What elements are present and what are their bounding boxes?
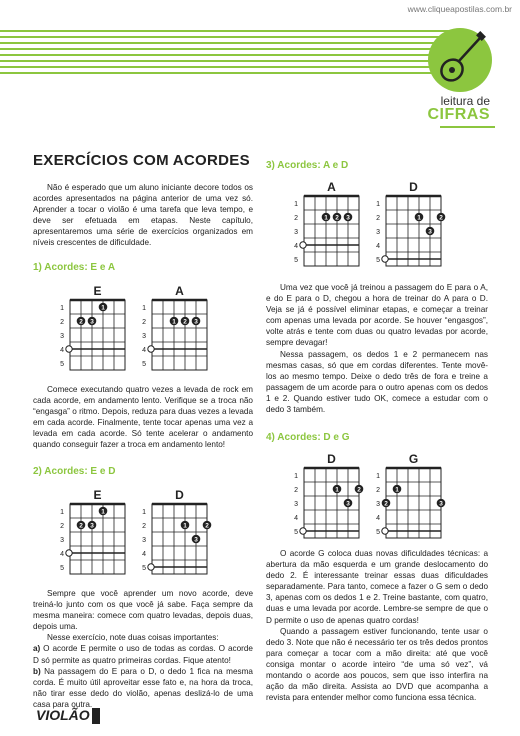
- finger-number: 1: [417, 214, 421, 222]
- section-title-3: 3) Acordes: A e D: [266, 160, 349, 171]
- fret-number: 3: [294, 229, 298, 236]
- header-stripe: [0, 60, 470, 62]
- fret-number: 5: [376, 257, 380, 264]
- fret-number: 2: [294, 215, 298, 222]
- guitar-icon: [428, 28, 492, 92]
- fret-number: 4: [376, 243, 380, 250]
- paragraph-2a: Sempre que você aprender um novo acorde, deve treiná-lo junto com os que você já sabe. Faça sempre da mesma maneira: comece com quatro levadas, depois duas, depois uma.: [33, 589, 253, 632]
- fret-number: 3: [376, 229, 380, 236]
- finger-number: 1: [395, 486, 399, 494]
- finger-number: 2: [357, 486, 361, 494]
- chord-name: E: [93, 284, 102, 298]
- section-title-4: 4) Acordes: D e G: [266, 432, 350, 443]
- finger-number: 2: [79, 522, 83, 530]
- fret-number: 4: [294, 515, 298, 522]
- chord-diagram: [290, 180, 370, 276]
- chord-name: D: [409, 180, 418, 194]
- fret-number: 3: [294, 501, 298, 508]
- chord-name: E: [93, 488, 102, 502]
- chord-name: D: [175, 488, 184, 502]
- paragraph-3a: Uma vez que você já treinou a passagem do E para o A, e do E para o D, chegou a hora de treinar do A para o D. Veja se já é possível eliminar etapas, e começar a treinar com apenas uma levada por acorde. Se houver “engasgos”, volte atrás e tente com duas ou quatro levadas por acorde, sempre devagar!: [266, 283, 488, 348]
- header-stripe: [0, 54, 470, 56]
- brand-underline: [440, 126, 495, 128]
- finger-number: 3: [194, 318, 198, 326]
- fret-number: 4: [142, 551, 146, 558]
- paragraph-2: [33, 588, 253, 710]
- fret-number: 4: [294, 243, 298, 250]
- fret-number: 1: [142, 509, 146, 516]
- finger-number: 2: [205, 522, 209, 530]
- paragraph-3: [266, 282, 488, 415]
- chord-svg: [290, 180, 370, 276]
- open-string-marker: [300, 528, 306, 534]
- item-a-text: O acorde E permite o uso de todas as cordas. O acorde D só permite as quatro primeiras cordas. Fique atento!: [33, 644, 253, 665]
- finger-number: 1: [101, 508, 105, 516]
- fret-number: 1: [376, 473, 380, 480]
- fretboard: [70, 504, 125, 574]
- finger-number: 2: [439, 214, 443, 222]
- finger-number: 3: [346, 500, 350, 508]
- header-stripe: [0, 66, 470, 68]
- open-string-marker: [148, 564, 154, 570]
- paragraph-3b: Nessa passagem, os dedos 1 e 2 permanecem nas mesmas casas, só que em cordas diferentes. Tente movê-los ao mesmo tempo. Deixe o dedo três de fora e treine a passagem de um acorde para o outro apenas com os dedos 1 e 2. Quando estiver tudo OK, comece a estudar com o dedo 3 também.: [266, 349, 488, 415]
- paragraph-1: Comece executando quatro vezes a levada de rock em cada acorde, em andamento lento. Verifique se a troca não “engasga” o ritmo. Depois, reduza para duas vezes a levada em cada acorde. Finalmente, tente tocar apenas uma vez a levada em cada acorde. Só tente acelerar o andamento quando conseguir fazer a troca em andamento lento!: [33, 385, 253, 450]
- fret-number: 2: [294, 487, 298, 494]
- fret-number: 5: [142, 565, 146, 572]
- chord-svg: [290, 452, 370, 548]
- header-stripe: [0, 48, 470, 50]
- fret-number: 1: [294, 201, 298, 208]
- fret-number: 5: [294, 529, 298, 536]
- fret-number: 5: [376, 529, 380, 536]
- finger-number: 1: [101, 304, 105, 312]
- open-string-marker: [148, 346, 154, 352]
- open-string-marker: [300, 242, 306, 248]
- fret-number: 2: [142, 319, 146, 326]
- logo-mark: [92, 708, 100, 724]
- chord-diagram: [290, 452, 370, 548]
- fret-number: 5: [60, 565, 64, 572]
- open-string-marker: [382, 256, 388, 262]
- chord-diagram: [138, 488, 218, 584]
- fretboard: [70, 300, 125, 370]
- fret-number: 2: [60, 523, 64, 530]
- finger-number: 1: [324, 214, 328, 222]
- fret-number: 2: [142, 523, 146, 530]
- header-stripe: [0, 30, 470, 32]
- header-stripe: [0, 42, 470, 44]
- fret-number: 5: [60, 361, 64, 368]
- chord-diagram: [56, 284, 136, 380]
- chord-diagram: [138, 284, 218, 380]
- fret-number: 3: [376, 501, 380, 508]
- open-string-marker: [66, 550, 72, 556]
- item-b-label: b): [33, 666, 41, 676]
- fret-number: 2: [60, 319, 64, 326]
- chord-diagram: [372, 452, 452, 548]
- paragraph-4b: Quando a passagem estiver funcionando, tente usar o dedo 3. Note que não é necessário ter os três dedos prontos para começar a tocar com a mão direita: até que você consiga montar o acorde inteiro “de uma só vez”, vá montando o acorde aos poucos, sem que isso interfira na ação da mão direita. Assista ao DVD que acompanha a revista para entender melhor como funciona essa técnica.: [266, 626, 488, 703]
- chord-svg: [56, 488, 136, 584]
- chord-name: G: [408, 452, 419, 466]
- fret-number: 5: [142, 361, 146, 368]
- fretboard: [304, 196, 359, 266]
- brand-title: CIFRAS: [427, 106, 490, 123]
- chord-name: D: [327, 452, 336, 466]
- fret-number: 1: [294, 473, 298, 480]
- chord-svg: [372, 180, 452, 276]
- fret-number: 1: [60, 305, 64, 312]
- finger-number: 1: [335, 486, 339, 494]
- finger-number: 2: [79, 318, 83, 326]
- section-title-2: 2) Acordes: E e D: [33, 466, 116, 477]
- brand-subtitle: leitura de: [440, 94, 490, 108]
- chord-name: A: [175, 284, 184, 298]
- header-stripe: [0, 36, 470, 38]
- guitar-badge: [428, 28, 492, 92]
- fret-number: 1: [376, 201, 380, 208]
- chord-diagram: [56, 488, 136, 584]
- fret-number: 4: [142, 347, 146, 354]
- fret-number: 2: [376, 215, 380, 222]
- item-b-text: Na passagem do E para o D, o dedo 1 fica na mesma corda. É muito útil aproveitar esse fato e, na hora da troca, não tirar esse dedo do violão, apenas deslizá-lo de uma casa para outra.: [33, 666, 253, 709]
- fret-number: 4: [376, 515, 380, 522]
- chord-svg: [56, 284, 136, 380]
- fret-number: 4: [60, 347, 64, 354]
- paragraph-4: [266, 548, 488, 703]
- finger-number: 3: [90, 318, 94, 326]
- fret-number: 3: [60, 537, 64, 544]
- item-b: [33, 666, 253, 710]
- finger-number: 1: [183, 522, 187, 530]
- fretboard: [386, 468, 441, 538]
- chord-svg: [372, 452, 452, 548]
- finger-number: 1: [172, 318, 176, 326]
- chord-svg: [138, 488, 218, 584]
- paragraph-2b: Nesse exercício, note duas coisas importantes:: [47, 633, 219, 643]
- finger-number: 2: [183, 318, 187, 326]
- finger-number: 3: [346, 214, 350, 222]
- fret-number: 2: [376, 487, 380, 494]
- item-a: [33, 643, 253, 665]
- fret-number: 3: [60, 333, 64, 340]
- item-a-label: a): [33, 644, 41, 654]
- finger-number: 2: [384, 500, 388, 508]
- chord-svg: [138, 284, 218, 380]
- fret-number: 5: [294, 257, 298, 264]
- header-stripe: [0, 72, 470, 74]
- finger-number: 3: [194, 536, 198, 544]
- fret-number: 3: [142, 333, 146, 340]
- fret-number: 1: [142, 305, 146, 312]
- paragraph-4a: O acorde G coloca duas novas dificuldades técnicas: a abertura da mão esquerda e um grande deslocamento do dedo 2. É interessante treinar essas duas dificuldades separadamente. Para tanto, comece a fazer o G sem o dedo 3, apenas com os dedos 1 e 2. Treine bastante, com quatro, duas e uma levada por acorde. Lembre-se sempre de que o D permite o uso de apenas quatro cordas!: [266, 549, 488, 625]
- magazine-logo: VIOLÃO: [36, 707, 90, 723]
- intro-paragraph: Não é esperado que um aluno iniciante decore todos os acordes apresentados na página anterior de uma vez só. Aprender a tocar o violão é uma tarefa que leva tempo, e deve ser efetuada em etapas. Neste capítulo, apresentaremos uma série de exercícios organizados em níveis crescentes de dificuldade.: [33, 183, 253, 248]
- page-title: EXERCÍCIOS COM ACORDES: [33, 152, 250, 169]
- fret-number: 3: [142, 537, 146, 544]
- fret-number: 1: [60, 509, 64, 516]
- section-title-1: 1) Acordes: E e A: [33, 262, 116, 273]
- site-url[interactable]: www.cliqueapostilas.com.br: [407, 4, 512, 14]
- chord-diagram: [372, 180, 452, 276]
- finger-number: 3: [439, 500, 443, 508]
- finger-number: 3: [428, 228, 432, 236]
- fret-number: 4: [60, 551, 64, 558]
- finger-number: 3: [90, 522, 94, 530]
- fretboard: [152, 300, 207, 370]
- open-string-marker: [382, 528, 388, 534]
- open-string-marker: [66, 346, 72, 352]
- finger-number: 2: [335, 214, 339, 222]
- chord-name: A: [327, 180, 336, 194]
